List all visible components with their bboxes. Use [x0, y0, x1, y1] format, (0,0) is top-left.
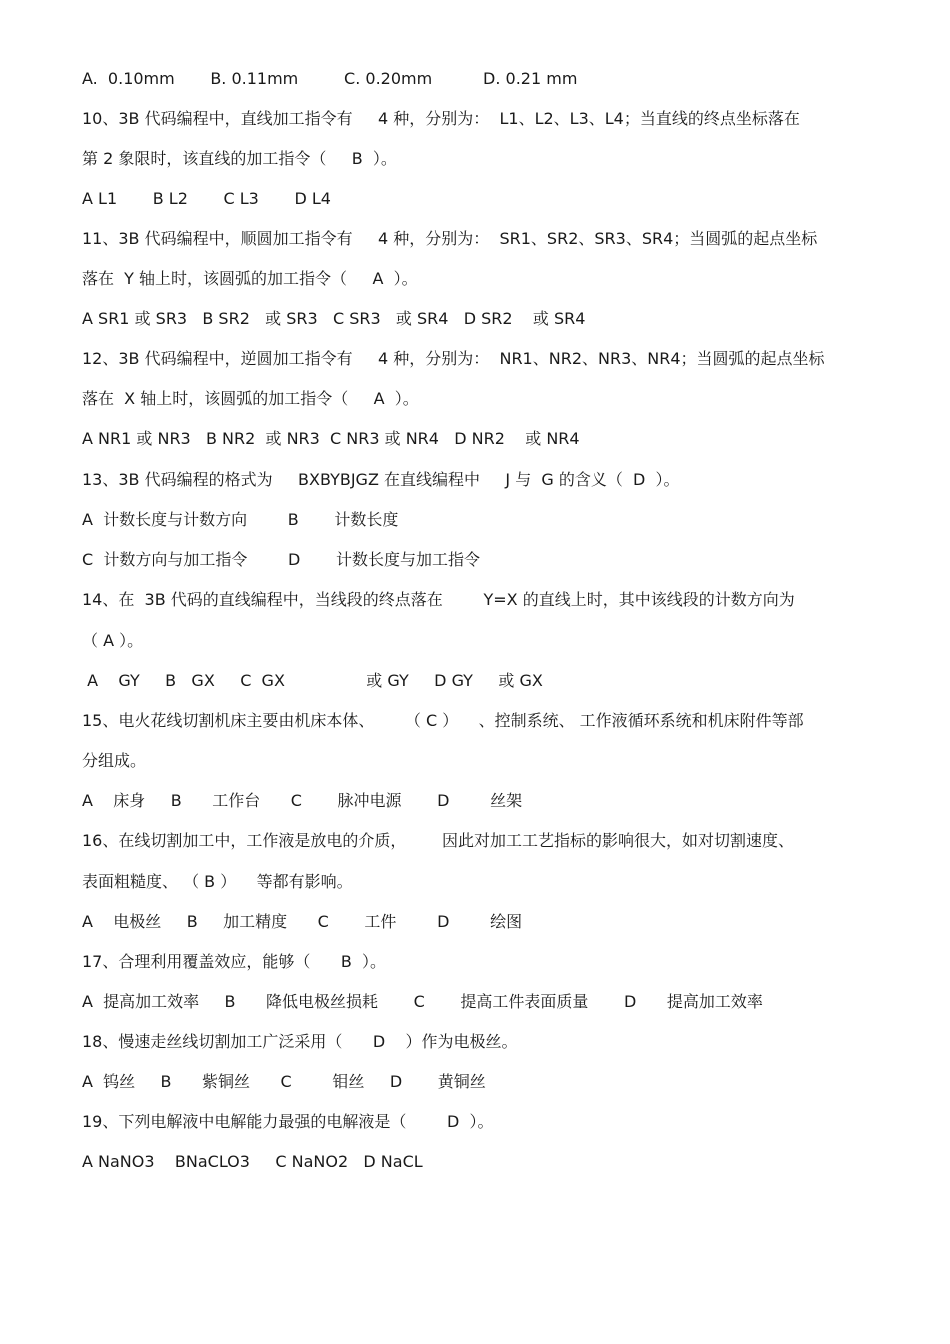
- text-line: 10、3B 代码编程中，直线加工指令有 4 种，分别为： L1、L2、L3、L4；当直线的终点坐标落在: [82, 109, 800, 128]
- text-line: A 计数长度与计数方向 B 计数长度: [82, 510, 399, 529]
- text-line: 落在 Y 轴上时，该圆弧的加工指令（ A ）。: [82, 269, 418, 288]
- text-line: A 钨丝 B 紫铜丝 C 钼丝 D 黄铜丝: [82, 1072, 486, 1091]
- text-line: 分组成。: [82, 751, 147, 770]
- text-line: A 电极丝 B 加工精度 C 工件 D 绘图: [82, 912, 523, 931]
- text-line: C 计数方向与加工指令 D 计数长度与加工指令: [82, 550, 480, 569]
- text-line: 14、在 3B 代码的直线编程中，当线段的终点落在 Y=X 的直线上时，其中该线段的计数方向为: [82, 590, 795, 609]
- text-line: 11、3B 代码编程中，顺圆加工指令有 4 种，分别为： SR1、SR2、SR3、SR4；当圆弧的起点坐标: [82, 229, 818, 248]
- text-line: A L1 B L2 C L3 D L4: [82, 189, 331, 208]
- text-line: 13、3B 代码编程的格式为 BXBYBJGZ 在直线编程中 J 与 G 的含义（ D ）。: [82, 470, 680, 489]
- text-line: 表面粗糙度、 （ B ） 等都有影响。: [82, 872, 353, 891]
- text-line: A 床身 B 工作台 C 脉冲电源 D 丝架: [82, 791, 523, 810]
- text-line: 落在 X 轴上时，该圆弧的加工指令（ A ）。: [82, 389, 419, 408]
- text-line: 15、电火花线切割机床主要由机床本体、 （ C ） 、控制系统、 工作液循环系统和机床附件等部: [82, 711, 804, 730]
- text-line: 19、下列电解液中电解能力最强的电解液是（ D ）。: [82, 1112, 494, 1131]
- text-line: A GY B GX C GX 或 GY D GY 或 GX: [82, 671, 543, 690]
- text-line: A NR1 或 NR3 B NR2 或 NR3 C NR3 或 NR4 D NR2 或 NR4: [82, 429, 580, 448]
- text-line: A 提高加工效率 B 降低电极丝损耗 C 提高工件表面质量 D 提高加工效率: [82, 992, 763, 1011]
- text-line: （ A ）。: [82, 631, 144, 650]
- text-line: A SR1 或 SR3 B SR2 或 SR3 C SR3 或 SR4 D SR2 或 SR4: [82, 309, 586, 328]
- text-line: 12、3B 代码编程中，逆圆加工指令有 4 种，分别为： NR1、NR2、NR3、NR4；当圆弧的起点坐标: [82, 349, 825, 368]
- text-line: 16、在线切割加工中，工作液是放电的介质， 因此对加工工艺指标的影响很大，如对切割速度、: [82, 831, 794, 850]
- text-line: A. 0.10mm B. 0.11mm C. 0.20mm D. 0.21 mm: [82, 69, 578, 88]
- text-line: 17、合理利用覆盖效应，能够（ B ）。: [82, 952, 387, 971]
- text-line: A NaNO3 BNaCLO3 C NaNO2 D NaCL: [82, 1152, 423, 1171]
- text-line: 第 2 象限时，该直线的加工指令（ B ）。: [82, 149, 397, 168]
- text-line: 18、慢速走丝线切割加工广泛采用（ D ）作为电极丝。: [82, 1032, 518, 1051]
